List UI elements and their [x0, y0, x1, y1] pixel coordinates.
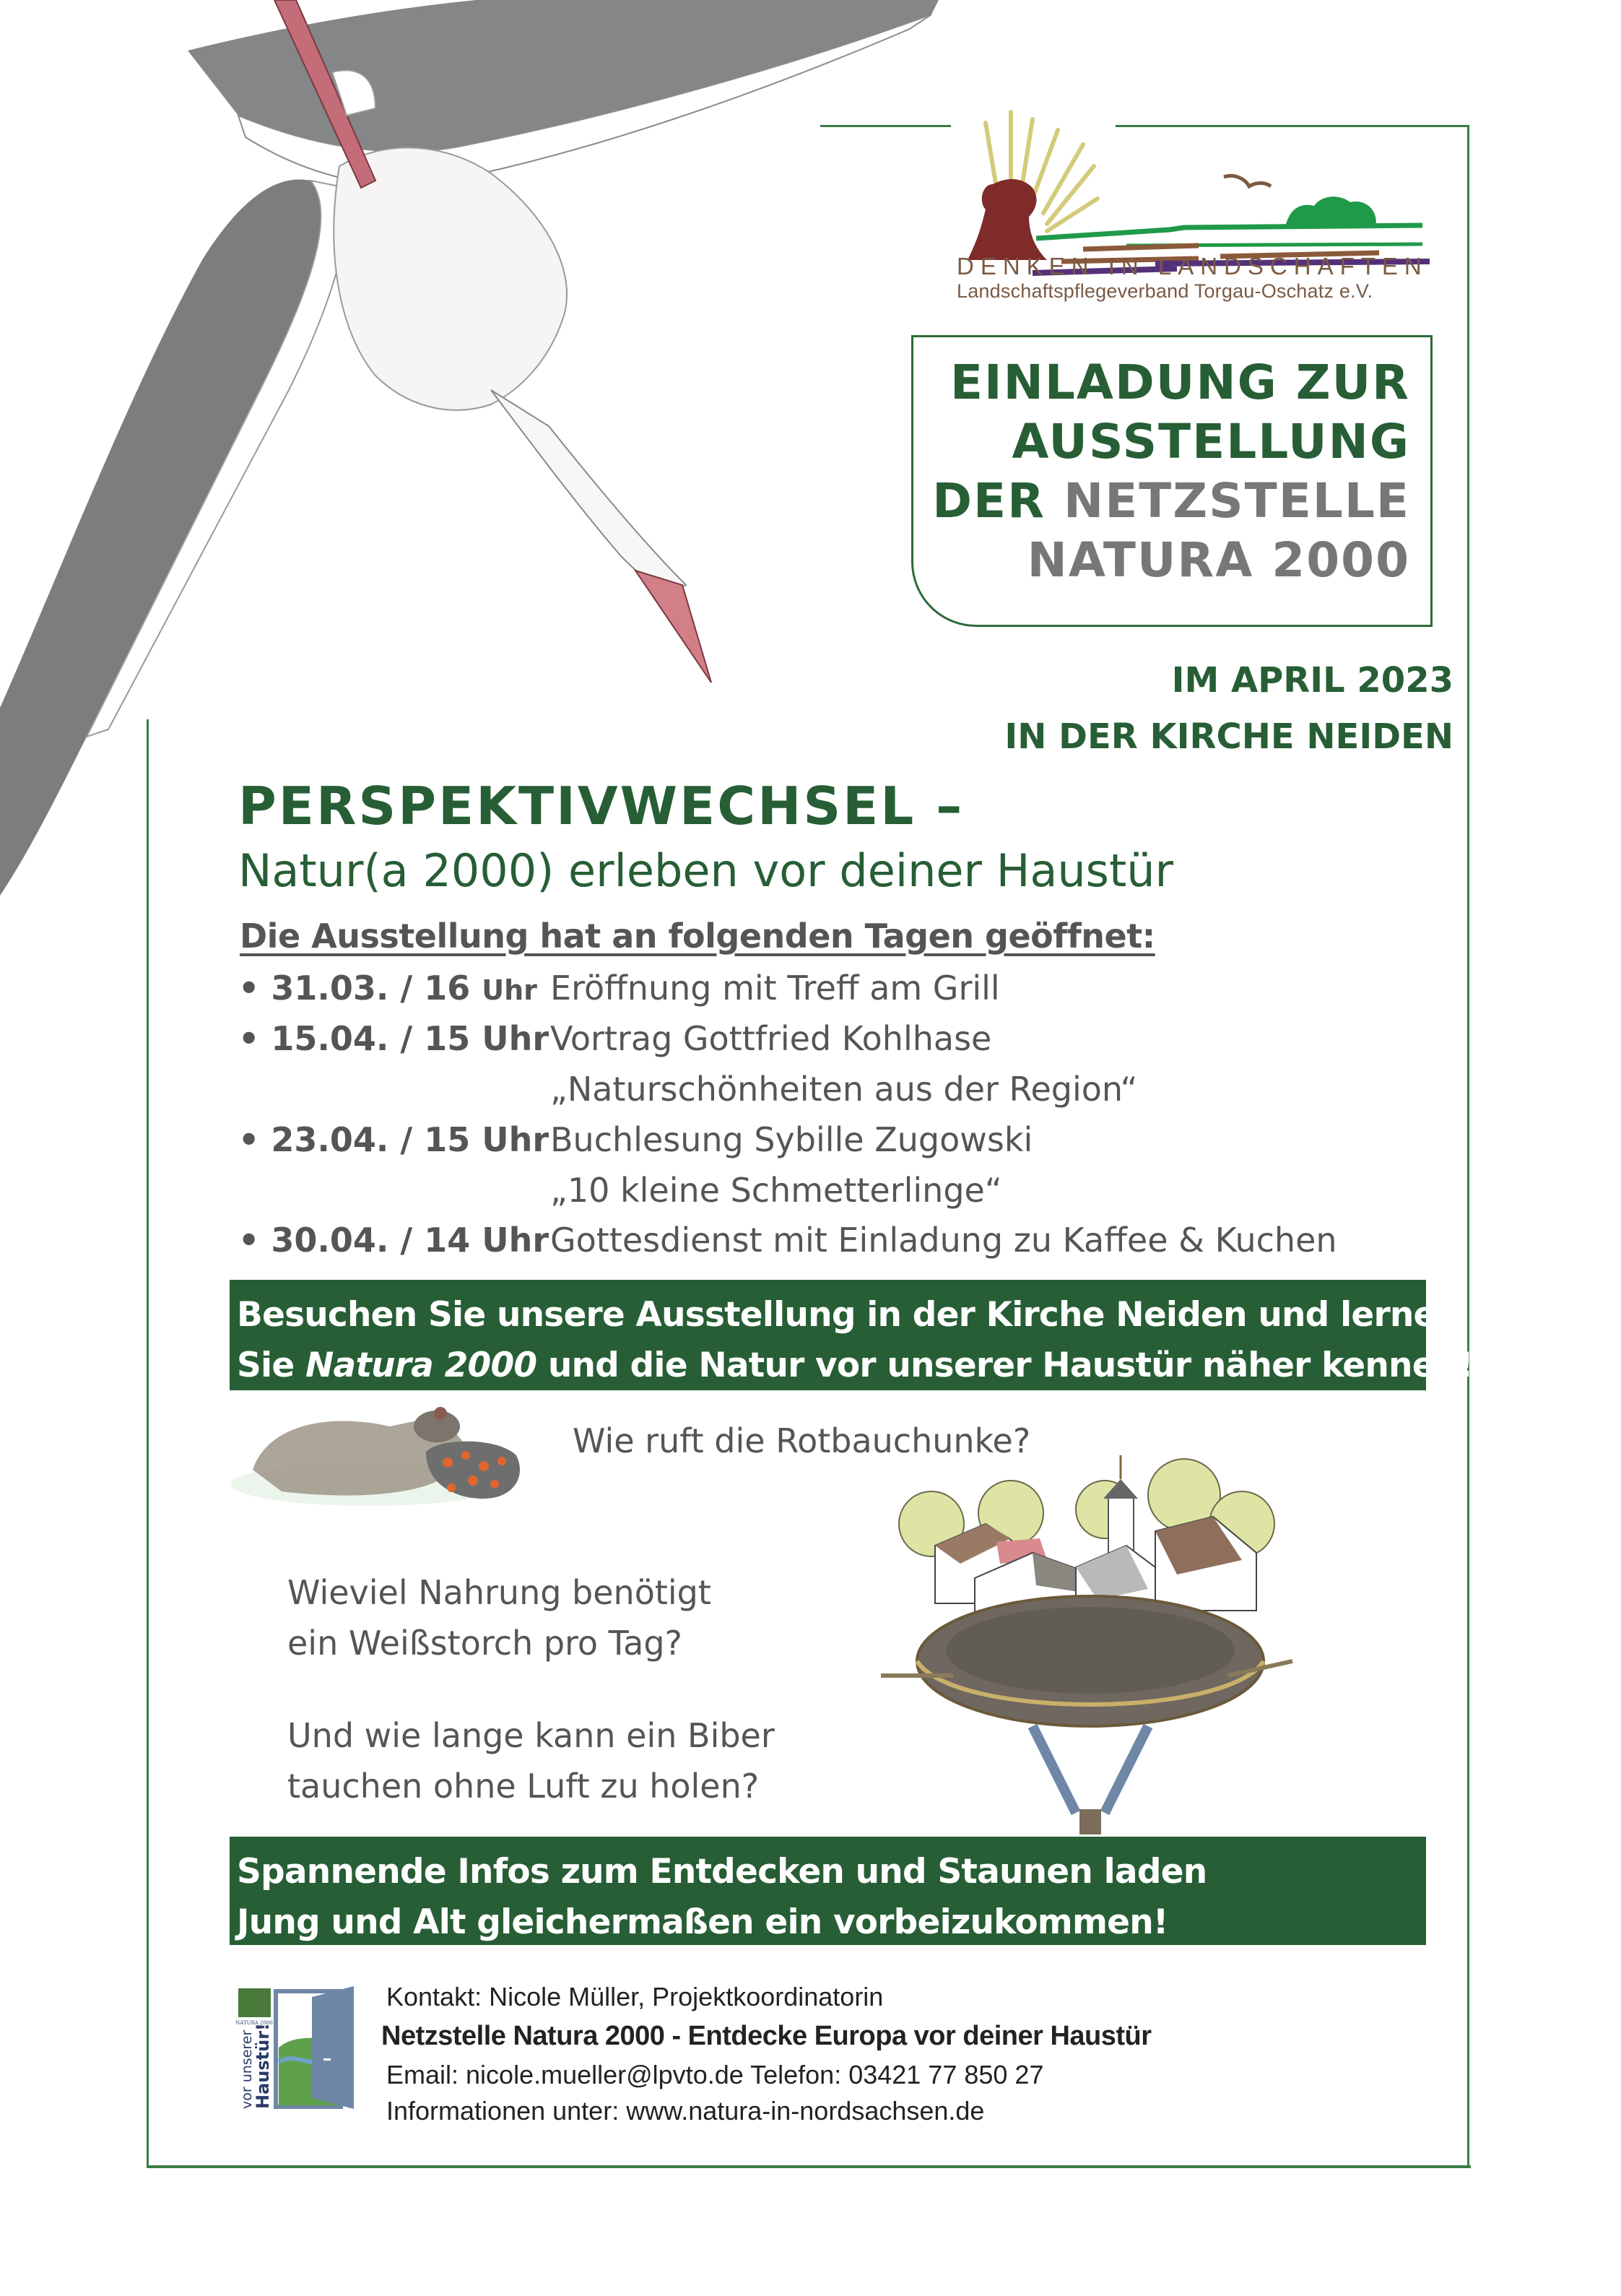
title-line-1: EINLADUNG ZUR — [949, 355, 1410, 410]
question-weissstorch-line-2: ein Weißstorch pro Tag? — [287, 1624, 682, 1663]
project-title: Netzstelle Natura 2000 - Entdecke Europa vor deiner Haustür — [381, 2021, 1152, 2051]
schedule-item: • 30.04. / 14 UhrGottesdienst mit Einladung zu Kaffee & Kuchen — [238, 1221, 1337, 1260]
vor-unserer-haustuer-logo-icon — [231, 1983, 361, 2113]
info-banner-line-1: Spannende Infos zum Entdecken und Staunen laden — [237, 1852, 1207, 1892]
title-line-2: AUSSTELLUNG — [1012, 414, 1410, 469]
schedule-label: Die Ausstellung hat an folgenden Tagen geöffnet: — [240, 917, 1155, 956]
schedule-item-detail: „10 kleine Schmetterlinge“ — [550, 1171, 1002, 1210]
question-weissstorch-line-1: Wieviel Nahrung benötigt — [287, 1573, 711, 1612]
question-biber-line-2: tauchen ohne Luft zu holen? — [287, 1767, 760, 1806]
question-rotbauchunke: Wie ruft die Rotbauchunke? — [573, 1421, 1031, 1460]
invitation-title-box — [911, 335, 1433, 627]
question-biber-line-1: Und wie lange kann ein Biber — [287, 1716, 775, 1755]
schedule-item: • 31.03. / 16 Uhr Eröffnung mit Treff am Grill — [238, 969, 1000, 1008]
svg-text:NATURA 2000: NATURA 2000 — [235, 2020, 273, 2026]
frame-right-border — [1467, 125, 1469, 2168]
toad-illustration — [224, 1398, 578, 1520]
organization-subtitle: Landschaftspflegeverband Torgau-Oschatz e.V. — [957, 280, 1373, 302]
title-line-3-green: DER — [932, 473, 1046, 529]
title-line-3 — [932, 473, 1410, 529]
schedule-item: • 15.04. / 15 UhrVortrag Gottfried Kohlhase — [238, 1019, 992, 1058]
schedule-item-title: Vortrag Gottfried Kohlhase — [550, 1019, 992, 1058]
svg-text:Haustür!: Haustür! — [253, 2023, 273, 2109]
schedule-item-title: Gottesdienst mit Einladung zu Kaffee & Kuchen — [550, 1221, 1337, 1260]
svg-text:vor unserer: vor unserer — [239, 2029, 255, 2109]
title-line-3-grey: NETZSTELLE — [1063, 473, 1410, 529]
frame-bottom-border — [147, 2165, 1471, 2168]
stork-nest-village-illustration — [866, 1444, 1321, 1834]
event-date: IM APRIL 2023 — [1171, 660, 1453, 701]
schedule-item: • 23.04. / 15 UhrBuchlesung Sybille Zugowski — [238, 1120, 1033, 1159]
info-banner-line-2: Jung und Alt gleichermaßen ein vorbeizukommen! — [237, 1902, 1168, 1942]
subheadline: Natur(a 2000) erleben vor deiner Haustür — [238, 844, 1174, 897]
organization-name: DENKEN IN LANDSCHAFTEN — [957, 253, 1428, 280]
headline: PERSPEKTIVWECHSEL – — [238, 776, 965, 836]
title-line-4: NATURA 2000 — [1027, 532, 1410, 588]
info-banner — [230, 1837, 1426, 1945]
info-website-link[interactable]: Informationen unter: www.natura-in-nordsachsen.de — [386, 2096, 985, 2126]
frame-top-left-segment — [820, 125, 951, 127]
contact-email-phone[interactable]: Email: nicole.mueller@lpvto.de Telefon: 03421 77 850 27 — [386, 2060, 1044, 2089]
visit-banner — [230, 1280, 1474, 1390]
schedule-item-title: Eröffnung mit Treff am Grill — [550, 969, 1000, 1008]
schedule-item-title: Buchlesung Sybille Zugowski — [550, 1120, 1033, 1159]
frame-left-border — [147, 719, 149, 2167]
contact-person: Kontakt: Nicole Müller, Projektkoordinatorin — [386, 1982, 884, 2011]
schedule-item-detail: „Naturschönheiten aus der Region“ — [550, 1070, 1138, 1109]
visit-banner-line-1: Besuchen Sie unsere Ausstellung in der Kirche Neiden und lernen — [237, 1295, 1460, 1335]
visit-banner-line-2: Sie Natura 2000 und die Natur vor unserer Haustür näher kennen! — [237, 1346, 1474, 1385]
event-place: IN DER KIRCHE NEIDEN — [1004, 716, 1453, 757]
